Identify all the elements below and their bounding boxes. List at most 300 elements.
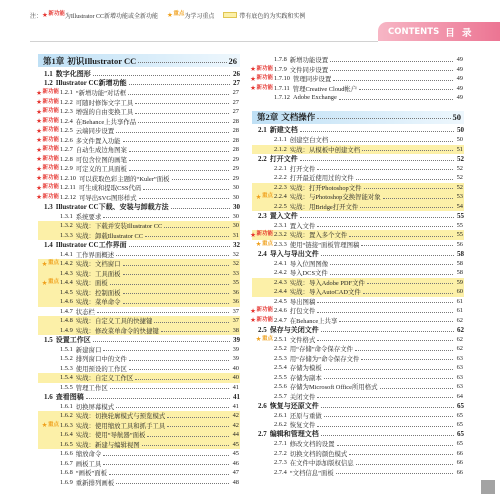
entry-title: 实战：置入多个文件 bbox=[289, 232, 348, 240]
dot-leader bbox=[336, 473, 453, 474]
tag-label: 新功能 bbox=[42, 174, 59, 181]
page-number: 42 bbox=[232, 412, 239, 420]
page-number: 47 bbox=[232, 469, 239, 477]
key-point-tag bbox=[256, 194, 273, 201]
page-number: 41 bbox=[232, 383, 239, 391]
entry-title: 在Behance上共享 bbox=[289, 317, 338, 325]
toc-entry bbox=[252, 84, 464, 94]
page-number: 53 bbox=[456, 193, 463, 201]
entry-number: 1.5.2 bbox=[60, 355, 73, 363]
entry-number: 1.1 bbox=[44, 69, 53, 78]
dot-leader bbox=[324, 416, 453, 417]
entry-number: 1.4.5 bbox=[60, 288, 73, 296]
toc-entry bbox=[38, 269, 240, 279]
dot-leader bbox=[339, 99, 453, 100]
entry-number: 1.3.3 bbox=[60, 231, 73, 239]
dot-leader bbox=[142, 445, 229, 446]
entry-title: 恢复与还原文件 bbox=[269, 401, 319, 410]
page-number: 27 bbox=[232, 89, 239, 97]
tag-label: 重点 bbox=[47, 279, 59, 285]
page-number: 65 bbox=[457, 430, 464, 439]
dot-leader bbox=[123, 293, 229, 294]
entry-number: 1.4.9 bbox=[60, 326, 73, 334]
page-number: 60 bbox=[456, 288, 463, 296]
dot-leader bbox=[103, 350, 229, 351]
dot-leader bbox=[300, 217, 454, 218]
entry-number: 1.6.2 bbox=[60, 412, 73, 420]
toc-entry bbox=[38, 373, 240, 383]
dot-leader bbox=[339, 321, 453, 322]
dot-leader bbox=[317, 312, 453, 313]
entry-title: 切换屏幕模式 bbox=[75, 403, 115, 411]
legend-note bbox=[30, 10, 305, 20]
entry-title: 实战：与Photoshop交换智能对象 bbox=[289, 194, 381, 202]
page-number: 63 bbox=[456, 354, 463, 362]
dot-leader bbox=[135, 113, 229, 114]
page-number: 39 bbox=[232, 345, 239, 353]
tag-label: 新功能 bbox=[256, 231, 273, 237]
dot-leader bbox=[129, 360, 229, 361]
toc-entry bbox=[252, 458, 464, 468]
page-number: 28 bbox=[232, 146, 239, 154]
chapter-heading bbox=[252, 111, 464, 124]
page-number: 66 bbox=[456, 468, 463, 476]
dot-leader bbox=[97, 312, 229, 313]
page-number: 40 bbox=[232, 374, 239, 382]
entry-title: 还原与重做 bbox=[289, 412, 322, 420]
entry-number: 2.4.4 bbox=[274, 288, 287, 296]
page-number: 65 bbox=[457, 401, 464, 410]
entry-number: 1.5.3 bbox=[60, 364, 73, 372]
entry-title: 存储为Microsoft Office所用格式 bbox=[289, 384, 378, 392]
toc-entry bbox=[252, 420, 464, 430]
tag-label: 重点 bbox=[261, 335, 273, 342]
entry-title: 实战：自定义工具的快捷键 bbox=[75, 318, 153, 326]
dot-leader bbox=[110, 388, 229, 389]
dot-leader bbox=[317, 426, 453, 427]
toc-entry bbox=[252, 344, 464, 354]
toc-entry bbox=[38, 297, 240, 307]
entry-title: 云端同步设置 bbox=[75, 128, 115, 136]
dot-leader bbox=[167, 426, 229, 427]
dot-leader bbox=[361, 245, 453, 246]
tag-label: 新功能 bbox=[42, 155, 59, 162]
entry-number: 1.7.8 bbox=[274, 56, 287, 64]
toc-entry bbox=[252, 439, 464, 449]
entry-number: 1.5.5 bbox=[60, 383, 73, 391]
dot-leader bbox=[317, 169, 453, 170]
page-number: 49 bbox=[456, 84, 463, 92]
dot-leader bbox=[103, 217, 229, 218]
page-number: 45 bbox=[232, 440, 239, 448]
toc-entry bbox=[252, 287, 464, 297]
entry-title: 增强的自由变换工具 bbox=[75, 109, 134, 117]
toc-entry bbox=[38, 278, 240, 288]
yellow-star-icon: ★ bbox=[255, 192, 262, 201]
entry-title: 可生成和提取CSS代码 bbox=[78, 185, 142, 193]
page-number: 50 bbox=[456, 136, 463, 144]
entry-title: 重新排列画板 bbox=[75, 479, 115, 487]
toc-entry bbox=[252, 135, 464, 145]
toc-entry bbox=[38, 411, 240, 421]
entry-number: 1.6.7 bbox=[60, 459, 73, 467]
page-number: 65 bbox=[456, 411, 463, 419]
tag-label: 新功能 bbox=[42, 165, 59, 171]
entry-title: “画板”面板 bbox=[75, 470, 108, 478]
entry-title: 存储为模板 bbox=[289, 365, 322, 373]
entry-title: Illustrator CC下载、安装与卸载方法 bbox=[55, 202, 169, 211]
entry-title: 可导出SVG图形样式 bbox=[78, 194, 137, 202]
dot-leader bbox=[135, 103, 229, 104]
red-star-icon: ★ bbox=[250, 65, 256, 73]
tag-label: 新功能 bbox=[256, 316, 273, 323]
dot-leader bbox=[123, 274, 229, 275]
page-number: 30 bbox=[232, 193, 239, 201]
entry-title: 导入位图图像 bbox=[289, 260, 329, 268]
entry-title: 打开最近使用过的文件 bbox=[289, 175, 354, 183]
entry-number: 2.7.4 bbox=[274, 468, 287, 476]
new-feature-tag bbox=[250, 76, 273, 83]
dot-leader bbox=[123, 141, 229, 142]
toc-entry bbox=[38, 155, 240, 165]
toc-entry bbox=[38, 145, 240, 155]
toc-entry bbox=[252, 240, 464, 250]
new-feature-tag bbox=[250, 66, 273, 73]
toc-entry bbox=[38, 364, 240, 374]
dot-leader bbox=[349, 236, 453, 237]
dot-leader bbox=[138, 62, 226, 63]
page-number: 52 bbox=[456, 183, 463, 191]
entry-number: 2.5.4 bbox=[274, 364, 287, 372]
entry-title: 文件同步设置 bbox=[289, 66, 329, 74]
entry-number: 1.2.9 bbox=[60, 165, 73, 173]
dot-leader bbox=[109, 474, 229, 475]
page-number: 39 bbox=[232, 355, 239, 363]
red-star-icon: ★ bbox=[36, 193, 42, 201]
entry-number: 第1章 bbox=[43, 55, 65, 66]
entry-number: 2.2.5 bbox=[274, 202, 287, 210]
yellow-star-icon: ★ bbox=[167, 10, 173, 19]
toc-entry bbox=[38, 136, 240, 146]
new-feature-tag bbox=[36, 147, 59, 154]
page-number: 49 bbox=[456, 56, 463, 64]
key-point-tag bbox=[42, 280, 59, 287]
entry-title: 实战：菜单命令 bbox=[75, 299, 121, 307]
entry-title: 可随时修饰文字工具 bbox=[75, 99, 134, 107]
entry-title: 实战：自定义工作区 bbox=[75, 375, 134, 383]
toc-entry bbox=[38, 288, 240, 298]
entry-number: 1.7.11 bbox=[274, 84, 290, 92]
toc-entry bbox=[38, 402, 240, 412]
toc-entry bbox=[252, 316, 464, 326]
toc-entry bbox=[252, 268, 464, 278]
entry-title: 实战：使用“导航器”面板 bbox=[75, 432, 146, 440]
key-point-tag bbox=[256, 336, 273, 343]
red-star-icon: ★ bbox=[36, 88, 42, 97]
entry-number: 2.1.1 bbox=[274, 136, 287, 144]
entry-number: 2.5.5 bbox=[274, 373, 287, 381]
dot-leader bbox=[138, 122, 229, 123]
dot-leader bbox=[321, 435, 454, 436]
page-number: 48 bbox=[232, 478, 239, 486]
entry-title: 在Behance上共享作品 bbox=[75, 118, 137, 126]
dot-leader bbox=[359, 89, 453, 90]
entry-number: 1.2.4 bbox=[60, 117, 73, 125]
entry-number: 2.3.1 bbox=[274, 221, 287, 229]
page-number: 62 bbox=[457, 325, 464, 334]
dot-leader bbox=[172, 179, 229, 180]
page-number: 59 bbox=[456, 278, 463, 286]
entry-number: 1.2.8 bbox=[60, 155, 73, 163]
entry-number: 1.4.3 bbox=[60, 269, 73, 277]
toc-entry bbox=[38, 107, 240, 117]
entry-title: “文档信息”面板 bbox=[289, 469, 334, 477]
entry-title: 查看图稿 bbox=[55, 392, 84, 401]
entry-number: 2.5.2 bbox=[274, 345, 287, 353]
dot-leader bbox=[330, 264, 453, 265]
entry-number: 2.5.3 bbox=[274, 354, 287, 362]
entry-number: 1.2.6 bbox=[60, 136, 73, 144]
dot-leader bbox=[161, 331, 229, 332]
entry-number: 2.3.2 bbox=[274, 231, 287, 239]
dot-leader bbox=[360, 207, 453, 208]
page-number: 49 bbox=[456, 75, 463, 83]
entry-title: Illustrator CC工作界面 bbox=[55, 240, 127, 249]
page-number: 52 bbox=[456, 164, 463, 172]
tag-label: 重点 bbox=[261, 240, 273, 247]
red-star-icon: ★ bbox=[36, 183, 42, 192]
dot-leader bbox=[349, 454, 453, 455]
entry-title: 数字化图形 bbox=[55, 69, 91, 78]
entry-title: 可定义的工具面板 bbox=[75, 166, 127, 174]
page-number: 32 bbox=[233, 240, 240, 249]
red-star-icon: ★ bbox=[250, 74, 256, 83]
entry-number: 1.3.1 bbox=[60, 212, 73, 220]
entry-title: 切换文档的颜色模式 bbox=[289, 450, 348, 458]
entry-number: 1.2.1 bbox=[60, 89, 73, 97]
toc-entry bbox=[252, 363, 464, 373]
toc-entry bbox=[252, 145, 464, 155]
toc-entry bbox=[38, 183, 240, 193]
dot-leader bbox=[330, 70, 453, 71]
page-number: 56 bbox=[456, 240, 463, 248]
entry-title: 工作界面概述 bbox=[75, 251, 115, 259]
toc-right-column bbox=[252, 55, 464, 477]
toc-entry bbox=[38, 174, 240, 184]
page-number: 50 bbox=[452, 112, 461, 122]
dot-leader bbox=[317, 340, 453, 341]
entry-number: 1.4.8 bbox=[60, 317, 73, 325]
page-number: 39 bbox=[233, 335, 240, 344]
new-feature-tag bbox=[36, 99, 59, 106]
entry-title: 保存与关闭文件 bbox=[269, 325, 319, 334]
entry-title: 打开文件 bbox=[289, 165, 316, 173]
entry-number: 1.3 bbox=[44, 202, 53, 211]
page-number: 65 bbox=[456, 421, 463, 429]
page-number: 37 bbox=[232, 317, 239, 325]
page-number: 37 bbox=[232, 307, 239, 315]
entry-title: 管理同步设置 bbox=[292, 76, 332, 84]
entry-number: 2.5.6 bbox=[274, 383, 287, 391]
tag-label: 新功能 bbox=[42, 136, 59, 143]
toc-entry bbox=[252, 392, 464, 402]
dot-leader bbox=[147, 436, 229, 437]
entry-number: 1.7.10 bbox=[274, 75, 290, 83]
entry-title: 管理Creative Cloud帐户 bbox=[292, 85, 358, 93]
tag-label: 新功能 bbox=[256, 307, 273, 313]
entry-number: 2.2.2 bbox=[274, 174, 287, 182]
page-number: 55 bbox=[456, 221, 463, 229]
dot-leader bbox=[135, 379, 229, 380]
page-number: 36 bbox=[232, 288, 239, 296]
new-feature-tag bbox=[36, 90, 59, 97]
toc-entry bbox=[252, 373, 464, 383]
dot-leader bbox=[129, 246, 230, 247]
entry-title: 文档操作 bbox=[281, 112, 316, 122]
toc-entry bbox=[38, 468, 240, 478]
section-heading bbox=[252, 126, 464, 136]
red-star-icon: ★ bbox=[36, 145, 42, 154]
entry-title: 修改文档的设置 bbox=[289, 441, 335, 449]
entry-title: 实战：工具面板 bbox=[75, 270, 121, 278]
tag-label: 新功能 bbox=[256, 75, 273, 81]
toc-entry bbox=[38, 449, 240, 459]
toc-entry bbox=[252, 382, 464, 392]
entry-title: 恢复文件 bbox=[289, 422, 316, 430]
entry-title: 设置工作区 bbox=[55, 335, 91, 344]
page-number: 30 bbox=[232, 222, 239, 230]
tag-label: 新功能 bbox=[42, 127, 59, 133]
dot-leader bbox=[171, 208, 230, 209]
entry-title: 导出图稿 bbox=[289, 298, 316, 306]
section-heading bbox=[252, 430, 464, 440]
page-number: 63 bbox=[456, 383, 463, 391]
new-feature-tag bbox=[36, 175, 59, 182]
entry-title: 新增功能设置 bbox=[289, 57, 329, 65]
entry-number: 2.2.3 bbox=[274, 183, 287, 191]
toc-left-column bbox=[38, 54, 240, 487]
toc-entry bbox=[38, 88, 240, 98]
page-number: 35 bbox=[232, 279, 239, 287]
entry-title: 实战：用Bridge打开文件 bbox=[289, 203, 359, 211]
page-number: 28 bbox=[232, 127, 239, 135]
legend-shade-description: 带有底色的为实践和实例 bbox=[239, 13, 306, 20]
dot-leader bbox=[93, 341, 230, 342]
dot-leader bbox=[330, 141, 453, 142]
entry-title: 实战：切换轮廓模式与预览模式 bbox=[75, 413, 166, 421]
toc-entry bbox=[252, 202, 464, 212]
key-point-tag bbox=[256, 241, 273, 248]
dot-leader bbox=[93, 75, 230, 76]
entry-number: 1.6.6 bbox=[60, 450, 73, 458]
section-heading bbox=[38, 335, 240, 345]
new-feature-tag bbox=[36, 194, 59, 201]
page-corner-mark bbox=[481, 480, 495, 494]
yellow-star-icon: ★ bbox=[41, 421, 48, 429]
page-number: 61 bbox=[456, 307, 463, 315]
dot-leader bbox=[103, 455, 229, 456]
dot-leader bbox=[337, 445, 453, 446]
red-star-icon: ★ bbox=[36, 164, 42, 173]
entry-number: 2.1.2 bbox=[274, 145, 287, 153]
entry-number: 2.5.7 bbox=[274, 392, 287, 400]
tag-label: 新功能 bbox=[256, 84, 273, 91]
toc-entry bbox=[252, 164, 464, 174]
entry-title: 实战：打开Photoshop文件 bbox=[289, 184, 362, 192]
toc-entry bbox=[252, 449, 464, 459]
new-feature-tag bbox=[36, 109, 59, 116]
toc-entry bbox=[38, 459, 240, 469]
page-number: 64 bbox=[456, 392, 463, 400]
dot-leader bbox=[300, 160, 454, 161]
entry-number: 1.3.2 bbox=[60, 222, 73, 230]
tag-label: 新功能 bbox=[42, 193, 59, 200]
entry-number: 1.2.2 bbox=[60, 98, 73, 106]
dot-leader bbox=[324, 378, 453, 379]
dot-leader bbox=[317, 118, 450, 119]
page-number: 33 bbox=[232, 269, 239, 277]
dot-leader bbox=[154, 322, 229, 323]
page-number: 29 bbox=[232, 165, 239, 173]
entry-number: 2.5.1 bbox=[274, 335, 287, 343]
dot-leader bbox=[321, 331, 454, 332]
page-number: 26 bbox=[233, 69, 240, 78]
section-heading bbox=[252, 401, 464, 411]
entry-title: “新增功能”对话框 bbox=[75, 90, 127, 98]
tag-label: 重点 bbox=[47, 421, 59, 428]
entry-number: 1.6.1 bbox=[60, 402, 73, 410]
entry-title: 编辑和管理文档 bbox=[269, 430, 319, 439]
page-number: 30 bbox=[232, 184, 239, 192]
entry-number: 2.4.2 bbox=[274, 269, 287, 277]
page-number: 32 bbox=[232, 260, 239, 268]
section-heading bbox=[252, 325, 464, 335]
dot-leader bbox=[116, 483, 229, 484]
entry-number: 2.3 bbox=[258, 211, 267, 220]
entry-number: 2.6.1 bbox=[274, 411, 287, 419]
contents-english-title: CONTENTS bbox=[388, 26, 440, 37]
toc-entry bbox=[38, 326, 240, 336]
dot-leader bbox=[363, 293, 453, 294]
page-number: 28 bbox=[232, 136, 239, 144]
toc-entry bbox=[252, 297, 464, 307]
toc-entry bbox=[38, 250, 240, 260]
page-number: 30 bbox=[233, 202, 240, 211]
entry-number: 2.6.2 bbox=[274, 421, 287, 429]
legend-key-tag-label: 重点 bbox=[173, 11, 185, 18]
red-star-icon: ★ bbox=[250, 306, 256, 315]
page-number: 62 bbox=[456, 335, 463, 343]
dot-leader bbox=[380, 388, 453, 389]
toc-entry bbox=[252, 468, 464, 478]
entry-title: 导入DCS文件 bbox=[289, 270, 328, 278]
entry-title: 管理工作区 bbox=[75, 384, 108, 392]
entry-number: 1.2 bbox=[44, 79, 53, 88]
entry-number: 1.2.11 bbox=[60, 184, 76, 192]
key-point-legend-tag bbox=[167, 12, 184, 19]
page-number: 44 bbox=[232, 431, 239, 439]
toc-entry bbox=[252, 55, 464, 65]
tag-label: 新功能 bbox=[42, 98, 59, 105]
new-feature-tag bbox=[36, 166, 59, 173]
entry-title: 用“存储”命令保存文件 bbox=[289, 346, 353, 354]
new-feature-tag bbox=[36, 118, 59, 125]
dot-leader bbox=[116, 407, 229, 408]
dot-leader bbox=[321, 255, 454, 256]
tag-label: 新功能 bbox=[42, 184, 59, 190]
entry-number: 1.7.9 bbox=[274, 65, 287, 73]
contents-header bbox=[378, 22, 500, 41]
